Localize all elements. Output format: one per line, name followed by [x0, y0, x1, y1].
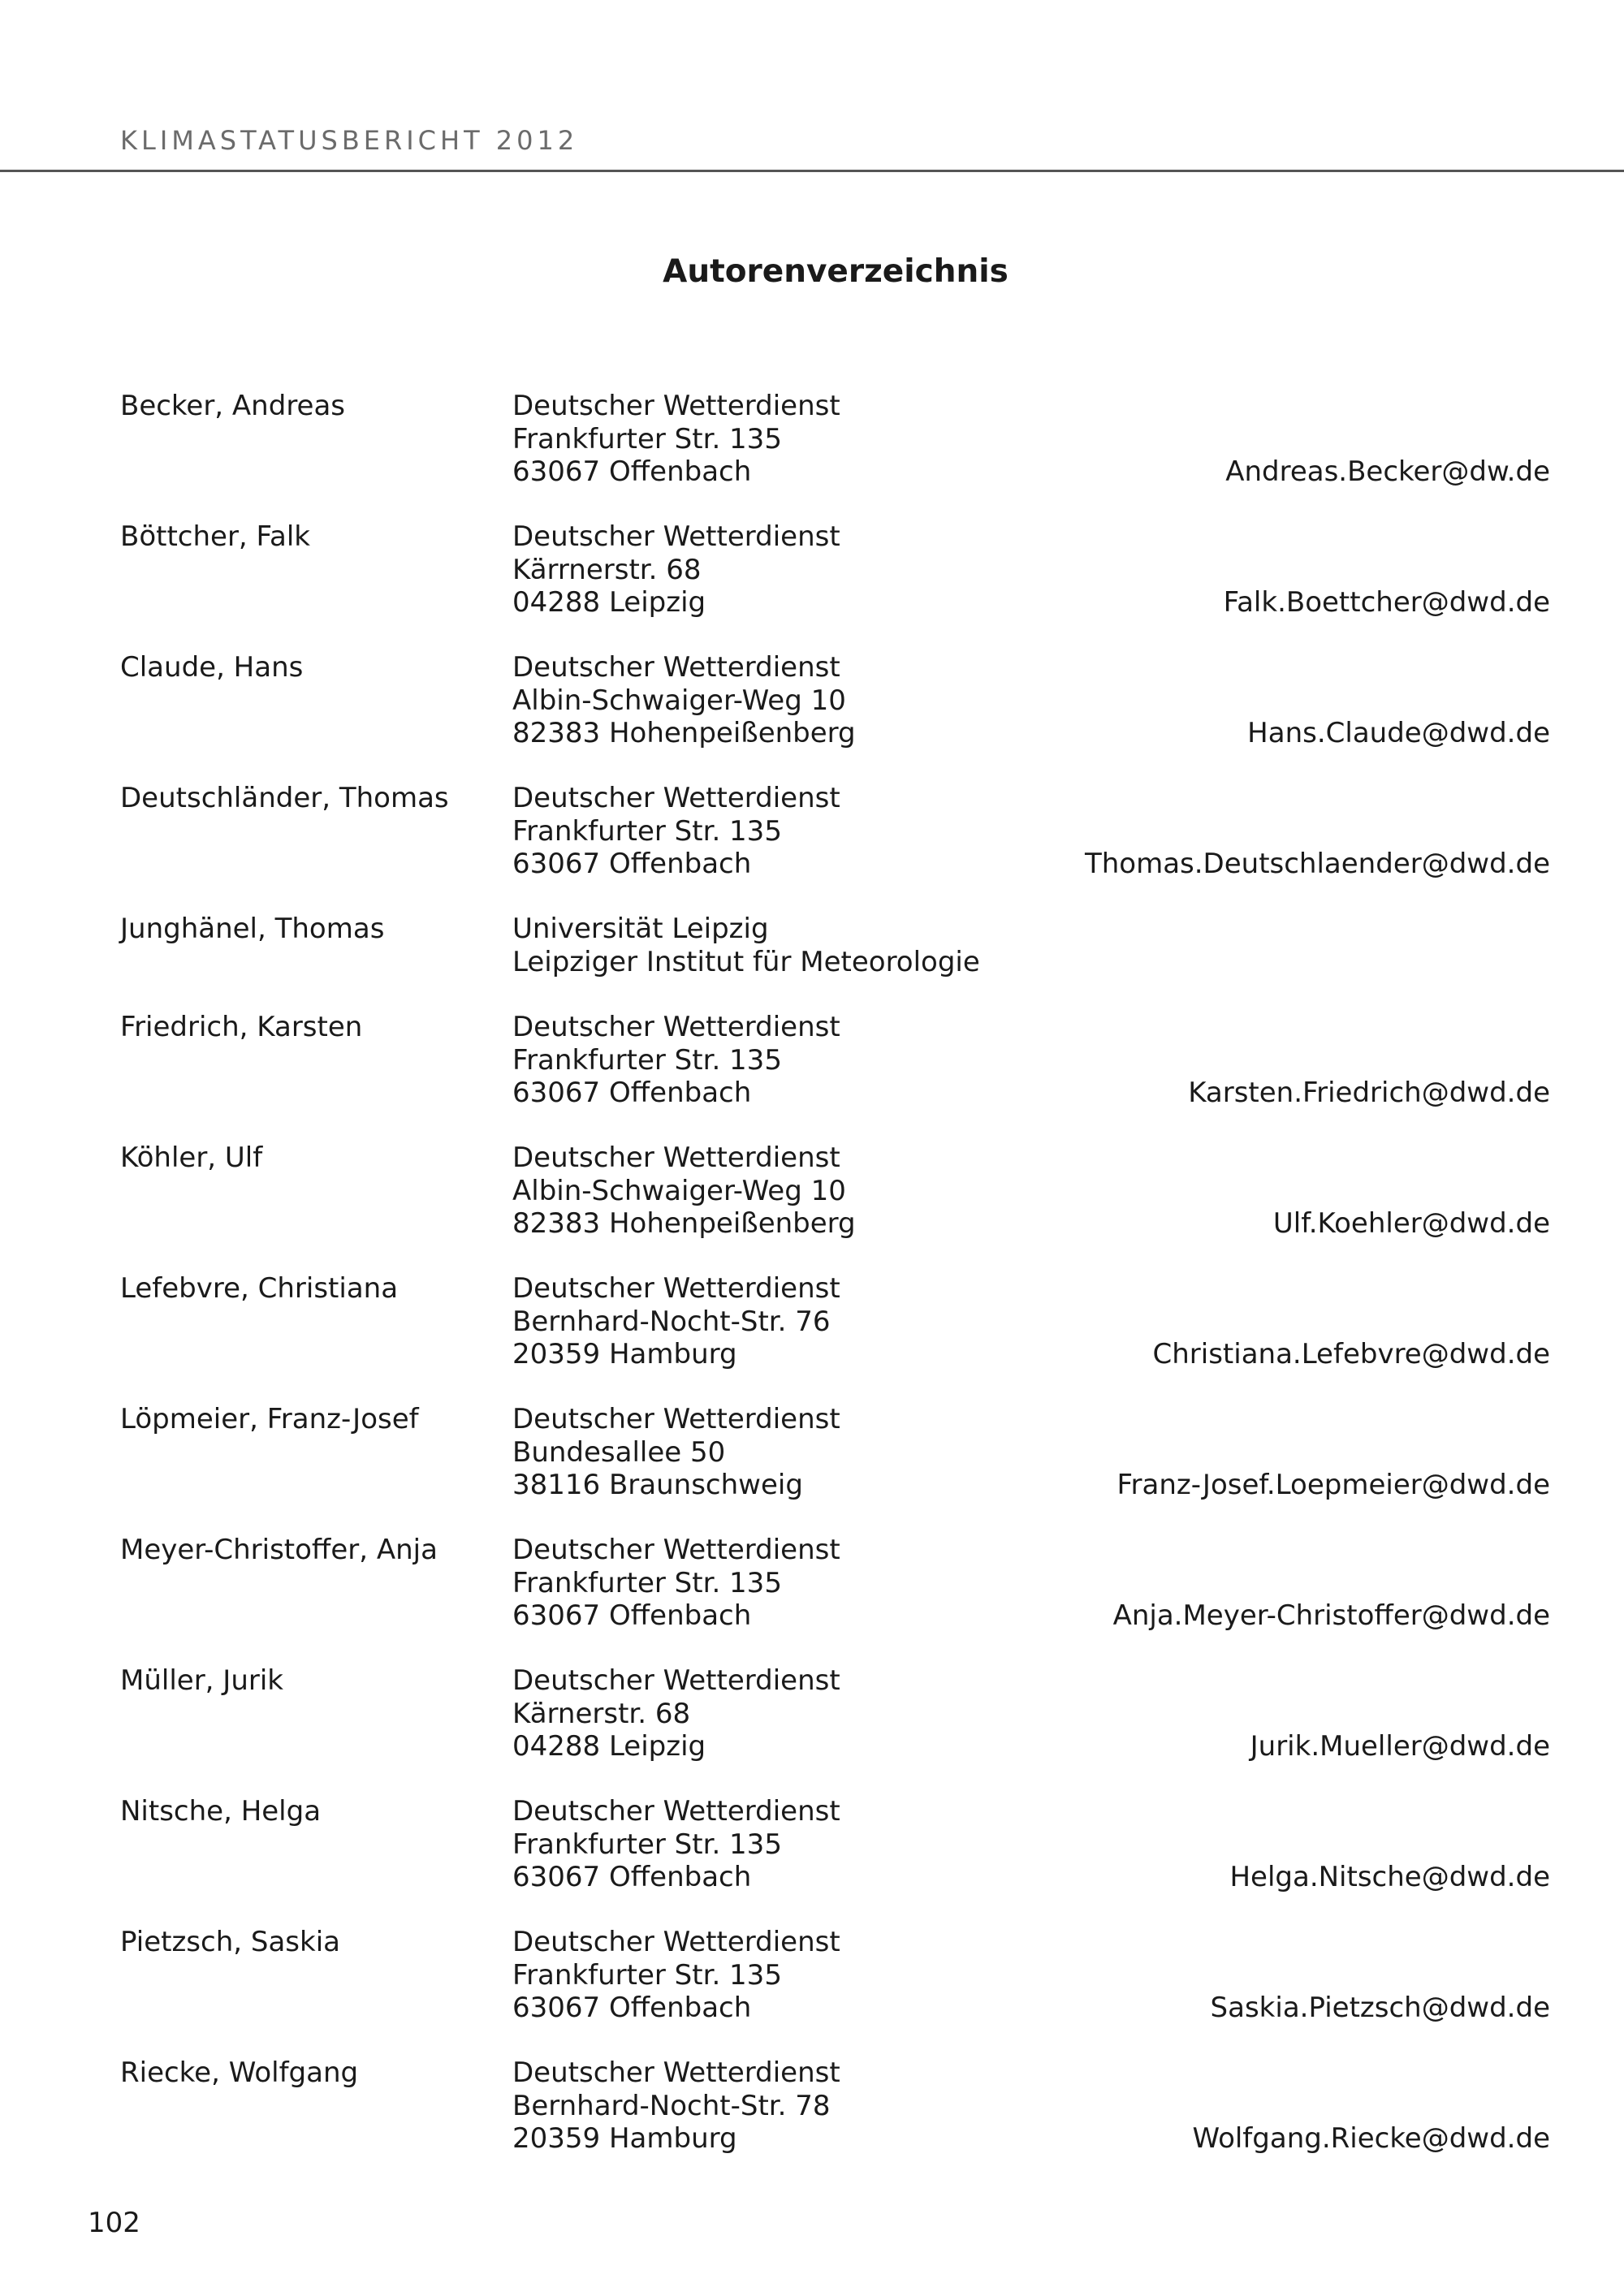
author-entry	[0, 782, 1624, 913]
address-line: Frankfurter Str. 135	[512, 814, 782, 848]
author-entry	[0, 2056, 1624, 2187]
author-name: Müller, Jurik	[120, 1664, 283, 1697]
address-line: 63067 Offenbach	[512, 455, 752, 488]
author-address	[512, 1142, 856, 1241]
address-line: Frankfurter Str. 135	[512, 1828, 782, 1861]
author-name: Junghänel, Thomas	[120, 913, 385, 945]
address-line: Kärrnerstr. 68	[512, 553, 702, 586]
author-address	[512, 1534, 840, 1633]
author-name: Riecke, Wolfgang	[120, 2056, 359, 2089]
author-address	[512, 1664, 840, 1763]
author-name: Lefebvre, Christiana	[120, 1272, 399, 1305]
address-line: 04288 Leipzig	[512, 1730, 706, 1763]
address-line: Frankfurter Str. 135	[512, 1958, 782, 1992]
author-entry	[0, 1011, 1624, 1142]
author-email[interactable]: Helga.Nitsche@dwd.de	[1229, 1861, 1550, 1893]
author-email[interactable]: Christiana.Lefebvre@dwd.de	[1152, 1338, 1550, 1370]
address-line: Albin-Schwaiger-Weg 10	[512, 684, 846, 717]
address-line: Albin-Schwaiger-Weg 10	[512, 1174, 846, 1207]
author-name: Löpmeier, Franz-Josef	[120, 1403, 419, 1435]
address-line: Bernhard-Nocht-Str. 76	[512, 1305, 831, 1338]
address-line: 63067 Offenbach	[512, 1861, 752, 1893]
author-name: Friedrich, Karsten	[120, 1011, 363, 1043]
address-line: Kärnerstr. 68	[512, 1697, 691, 1730]
author-entry	[0, 1926, 1624, 2056]
author-email[interactable]: Anja.Meyer-Christoffer@dwd.de	[1112, 1599, 1550, 1632]
address-line: Deutscher Wetterdienst	[512, 2056, 840, 2089]
address-line: Frankfurter Str. 135	[512, 1566, 782, 1599]
address-line: Deutscher Wetterdienst	[512, 390, 840, 422]
author-email[interactable]: Jurik.Mueller@dwd.de	[1250, 1730, 1550, 1763]
address-line: Bundesallee 50	[512, 1435, 726, 1469]
address-line: 63067 Offenbach	[512, 1077, 752, 1109]
author-email[interactable]: Ulf.Koehler@dwd.de	[1272, 1207, 1550, 1240]
author-entry	[0, 390, 1624, 520]
address-line: 20359 Hamburg	[512, 1338, 737, 1370]
address-line: Frankfurter Str. 135	[512, 1043, 782, 1077]
author-email[interactable]: Hans.Claude@dwd.de	[1247, 717, 1550, 749]
address-line: Deutscher Wetterdienst	[512, 1795, 840, 1828]
author-email[interactable]: Wolfgang.Riecke@dwd.de	[1192, 2122, 1550, 2155]
author-email[interactable]: Thomas.Deutschlaender@dwd.de	[1084, 848, 1550, 880]
address-line: Deutscher Wetterdienst	[512, 1272, 840, 1305]
running-header: KLIMASTATUSBERICHT 2012	[120, 125, 579, 156]
author-name: Köhler, Ulf	[120, 1142, 263, 1174]
author-email[interactable]: Karsten.Friedrich@dwd.de	[1188, 1077, 1550, 1109]
author-entry	[0, 1795, 1624, 1926]
author-entry	[0, 1534, 1624, 1664]
address-line: Leipziger Institut für Meteorologie	[512, 945, 980, 978]
address-line: Deutscher Wetterdienst	[512, 1664, 840, 1697]
address-line: Deutscher Wetterdienst	[512, 1011, 840, 1043]
author-entry	[0, 1142, 1624, 1272]
author-address	[512, 1403, 840, 1502]
header-rule	[0, 170, 1624, 172]
author-entry	[0, 520, 1624, 651]
author-name: Meyer-Christoffer, Anja	[120, 1534, 438, 1566]
address-line: Frankfurter Str. 135	[512, 422, 782, 455]
author-address	[512, 1011, 840, 1110]
address-line: 82383 Hohenpeißenberg	[512, 1207, 856, 1240]
author-address	[512, 913, 980, 978]
address-line: Deutscher Wetterdienst	[512, 1534, 840, 1566]
address-line: Bernhard-Nocht-Str. 78	[512, 2089, 831, 2122]
author-entry	[0, 913, 1624, 1011]
address-line: Deutscher Wetterdienst	[512, 1142, 840, 1174]
author-entry	[0, 1272, 1624, 1403]
address-line: Deutscher Wetterdienst	[512, 782, 840, 814]
author-name: Nitsche, Helga	[120, 1795, 322, 1828]
address-line: Deutscher Wetterdienst	[512, 651, 840, 684]
author-address	[512, 520, 840, 619]
author-email[interactable]: Franz-Josef.Loepmeier@dwd.de	[1116, 1469, 1550, 1501]
address-line: Deutscher Wetterdienst	[512, 1926, 840, 1958]
author-entry	[0, 1664, 1624, 1795]
author-email[interactable]: Falk.Boettcher@dwd.de	[1223, 586, 1550, 619]
author-name: Böttcher, Falk	[120, 520, 310, 553]
address-line: 04288 Leipzig	[512, 586, 706, 619]
author-name: Deutschländer, Thomas	[120, 782, 449, 814]
author-address	[512, 782, 840, 881]
address-line: 82383 Hohenpeißenberg	[512, 717, 856, 749]
address-line: 63067 Offenbach	[512, 1599, 752, 1632]
page-title: Autorenverzeichnis	[663, 253, 1009, 290]
author-email[interactable]: Saskia.Pietzsch@dwd.de	[1210, 1992, 1550, 2024]
author-address	[512, 1795, 840, 1894]
author-list	[0, 390, 1624, 2187]
author-name: Pietzsch, Saskia	[120, 1926, 340, 1958]
address-line: Universität Leipzig	[512, 913, 769, 945]
author-address	[512, 651, 856, 750]
author-address	[512, 1926, 840, 2025]
author-name: Claude, Hans	[120, 651, 304, 684]
author-name: Becker, Andreas	[120, 390, 346, 422]
address-line: 38116 Braunschweig	[512, 1469, 803, 1501]
address-line: 63067 Offenbach	[512, 1992, 752, 2024]
author-address	[512, 390, 840, 489]
address-line: 20359 Hamburg	[512, 2122, 737, 2155]
address-line: Deutscher Wetterdienst	[512, 1403, 840, 1435]
author-entry	[0, 1403, 1624, 1534]
author-address	[512, 2056, 840, 2156]
author-email[interactable]: Andreas.Becker@dw.de	[1225, 455, 1550, 488]
page-number: 102	[88, 2207, 140, 2239]
author-address	[512, 1272, 840, 1371]
address-line: 63067 Offenbach	[512, 848, 752, 880]
author-entry	[0, 651, 1624, 782]
address-line: Deutscher Wetterdienst	[512, 520, 840, 553]
